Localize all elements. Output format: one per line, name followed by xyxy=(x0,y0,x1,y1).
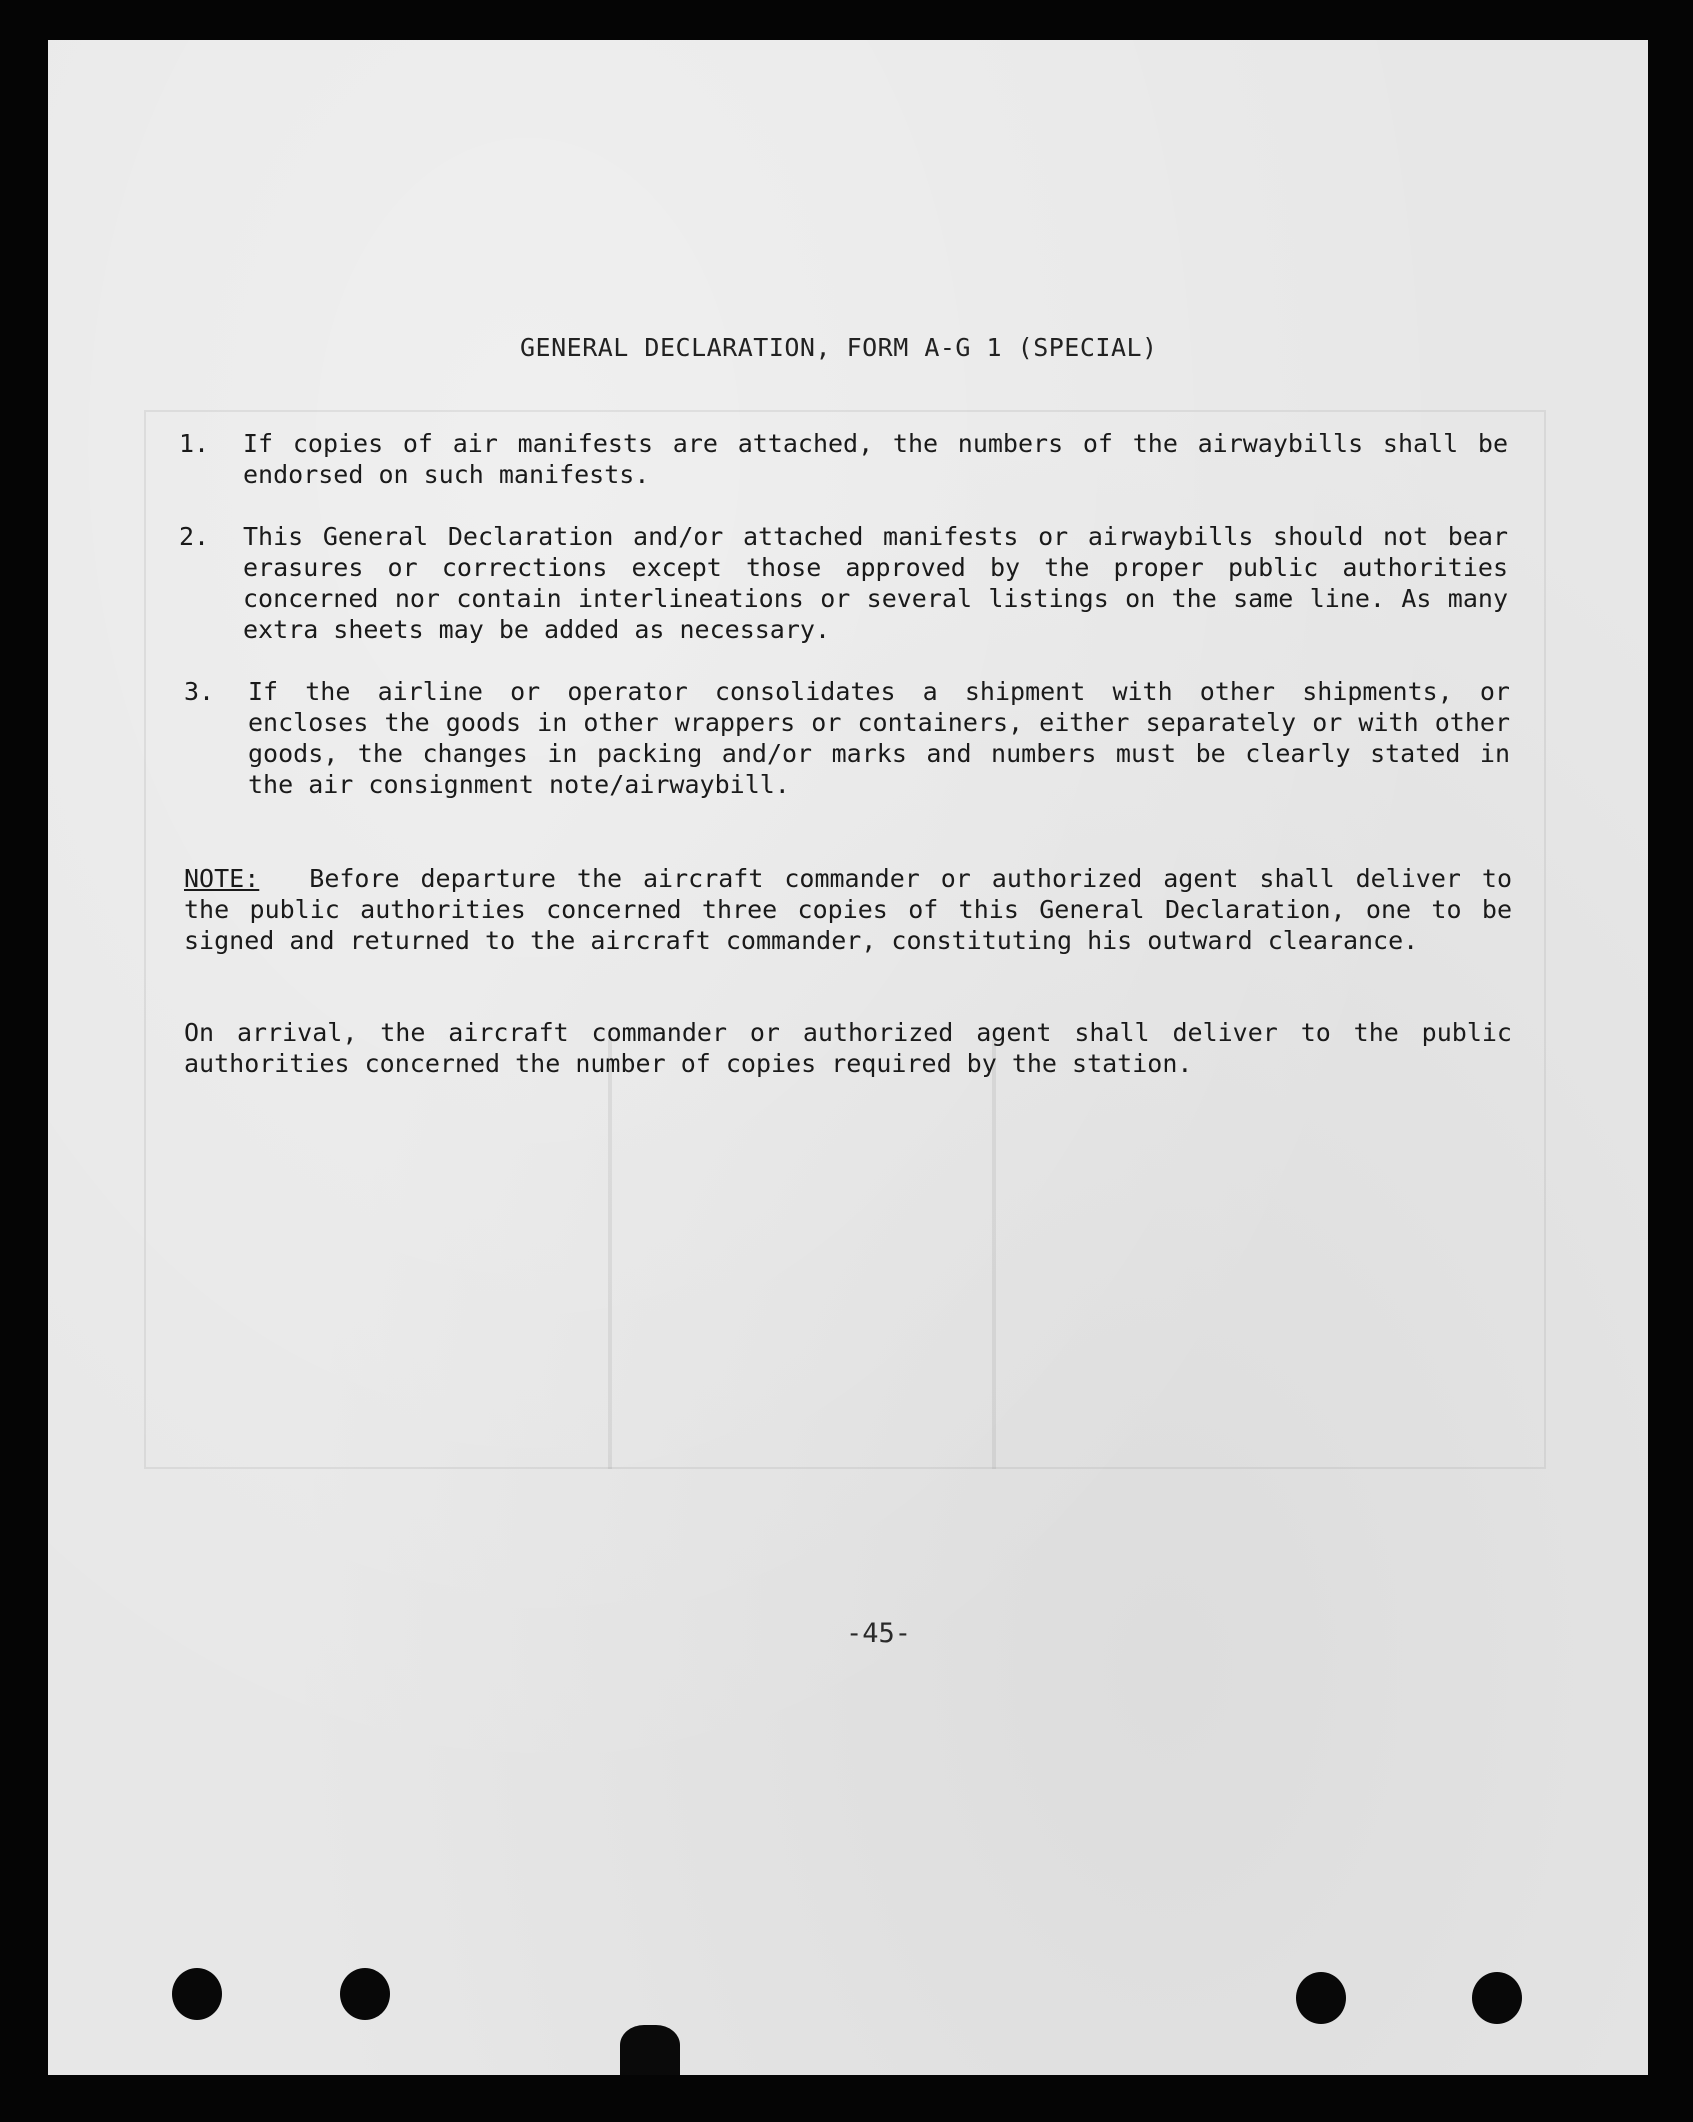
list-item-text: If copies of air manifests are attached, the numbers of the airwaybills shall be endorsed on such manifests. xyxy=(243,429,1508,489)
reverse-side-bleed-divider xyxy=(992,1040,996,1469)
bottom-edge-tear xyxy=(620,2025,680,2075)
arrival-paragraph xyxy=(184,1017,1512,1079)
document-page xyxy=(48,40,1648,2075)
punch-hole-left-2 xyxy=(340,1968,390,2020)
list-item-number: 3. xyxy=(184,677,215,706)
list-item xyxy=(184,676,1510,800)
list-item-text: This General Declaration and/or attached manifests or airwaybills should not bear erasures or corrections except those approved by the proper public authorities concerned nor contain interlineations or several listings on the same line. As many extra sheets may be added as necessary. xyxy=(243,522,1508,644)
list-item xyxy=(179,428,1508,490)
list-item-number: 1. xyxy=(179,429,210,458)
punch-hole-left-1 xyxy=(172,1968,222,2020)
note-label: NOTE: xyxy=(184,864,260,893)
list-item-text: If the airline or operator consolidates a shipment with other shipments, or encloses the goods in other wrappers or containers, either separately or with other goods, the changes in packing and/or marks and numbers must be clearly stated in the air consignment note/airwaybill. xyxy=(248,677,1510,799)
arrival-text: On arrival, the aircraft commander or authorized agent shall deliver to the public authorities concerned the number of copies required by the station. xyxy=(184,1018,1512,1078)
punch-hole-right-1 xyxy=(1296,1972,1346,2024)
list-item xyxy=(179,521,1508,645)
reverse-side-bleed-divider xyxy=(608,1040,612,1469)
note-paragraph xyxy=(184,863,1512,956)
list-item-number: 2. xyxy=(179,522,210,551)
punch-hole-right-2 xyxy=(1472,1972,1522,2024)
note-text: Before departure the aircraft commander or authorized agent shall deliver to the public authorities concerned three copies of this General Declaration, one to be signed and returned to the aircraft commander, constituting his outward clearance. xyxy=(184,864,1512,955)
document-title: GENERAL DECLARATION, FORM A-G 1 (SPECIAL) xyxy=(520,333,1158,362)
page-number: -45- xyxy=(846,1618,912,1649)
